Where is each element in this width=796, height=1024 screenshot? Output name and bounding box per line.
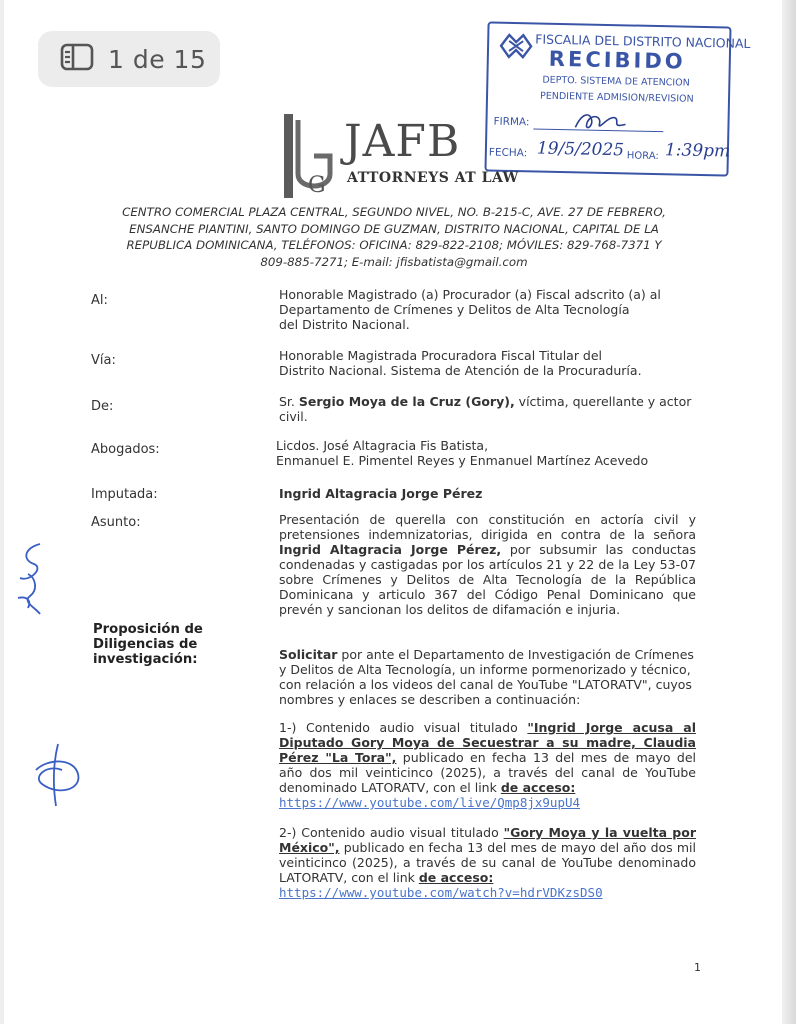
firm-name: JAFB — [344, 116, 461, 167]
abogados-line: Enmanuel E. Pimentel Reyes y Enmanuel Martínez Acevedo — [276, 453, 649, 468]
stamp-dept: DEPTO. SISTEMA DE ATENCION — [542, 74, 690, 89]
via-line: Distrito Nacional. Sistema de Atención de la Procuraduría. — [279, 363, 642, 378]
diligencia-item-1 — [279, 720, 696, 810]
de-line2: civil. — [279, 409, 308, 424]
proposicion-intro — [279, 647, 696, 707]
video-title-2: "Gory Moya y la vuelta por México", — [279, 825, 696, 855]
stamp-hora-label: HORA: — [626, 150, 659, 163]
victim-name: Sergio Moya de la Cruz (Gory), — [298, 394, 515, 409]
stamp-status: PENDIENTE ADMISION/REVISION — [539, 90, 694, 105]
label-via: Vía: — [91, 353, 116, 368]
video-link-1[interactable]: https://www.youtube.com/live/Qmp8jx9upU4 — [279, 795, 581, 810]
value-imputada: Ingrid Altagracia Jorge Pérez — [279, 486, 483, 501]
de-prefix: Sr. — [279, 394, 299, 409]
fiscalia-logo-icon — [497, 29, 536, 64]
page-indicator-label: 1 de 15 — [108, 44, 207, 74]
stamp-date: 19/5/2025 — [536, 138, 625, 161]
address-line: 809-885-7271; E-mail: jfisbatista@gmail.com — [260, 254, 528, 269]
item-prefix: 1-) Contenido audio visual titulado — [279, 720, 528, 735]
label-de: De: — [91, 399, 114, 414]
prop-label-line: Proposición de — [93, 622, 203, 637]
al-line: Honorable Magistrado (a) Procurador (a) Fiscal adscrito (a) al — [279, 287, 661, 302]
value-de — [279, 394, 696, 424]
margin-initials — [28, 740, 88, 810]
prop-label-line: Diligencias de — [93, 637, 198, 652]
solicitar-word: Solicitar — [279, 647, 338, 662]
sidebar-page-icon[interactable] — [60, 43, 94, 75]
diligencia-item-2 — [279, 825, 696, 900]
asunto-part1: Presentación de querella con constitución en actoría civil y pretensiones indemnizatorias, dirigida en contra de la señora — [279, 512, 696, 542]
stamp-time: 1:39pm — [664, 140, 731, 162]
video-title-1: "Ingrid Jorge acusa al Diputado Gory Moya de Secuestrar a su madre, Claudia Pérez "La Tora", — [279, 720, 696, 765]
intro-text: por ante el Departamento de Investigación de Crímenes y Delitos de Alta Tecnología, un informe pormenorizado y técnico, con relación a los videos del canal de YouTube "LATORATV", cuyos nombres y enlaces se describen a continuación: — [279, 647, 694, 707]
margin-signature — [10, 538, 50, 618]
address-line: REPUBLICA DOMINICANA, TELÉFONOS: OFICINA: 829-822-2108; MÓVILES: 829-768-7371 Y — [126, 238, 662, 252]
label-proposicion — [93, 622, 263, 667]
item-prefix: 2-) Contenido audio visual titulado — [279, 825, 504, 840]
label-al: Al: — [91, 293, 108, 308]
de-suffix: víctima, querellante y actor — [514, 394, 692, 409]
firm-address — [98, 204, 690, 270]
firm-tagline: ATTORNEYS AT LAW — [347, 170, 519, 186]
abogados-line: Licdos. José Altagracia Fis Batista, — [276, 438, 489, 453]
value-al — [279, 287, 696, 332]
asunto-part2: por subsumir las conductas condenadas y castigadas por los artículos 21 y 22 de la Ley 53-07 sobre Crímenes y Delitos de Alta Tecnología de la República Dominicana y articulo 367 del Código Penal Dominicano que prevén y sancionan los delitos de difamación e injuria. — [279, 542, 696, 617]
firm-logo-icon — [282, 112, 338, 200]
reception-stamp — [484, 21, 751, 176]
scan-edge-right — [782, 0, 796, 1024]
page-number: 1 — [694, 961, 701, 974]
stamp-title: FISCALIA DEL DISTRITO NACIONAL — [535, 31, 751, 51]
label-imputada: Imputada: — [91, 487, 158, 502]
value-abogados — [276, 438, 693, 468]
address-line: CENTRO COMERCIAL PLAZA CENTRAL, SEGUNDO NIVEL, NO. B-215-C, AVE. 27 DE FEBRERO, — [122, 205, 666, 219]
link-label-1: de acceso: — [500, 780, 576, 795]
address-line: ENSANCHE PIANTINI, SANTO DOMINGO DE GUZMAN, DISTRITO NACIONAL, CAPITAL DE LA — [129, 221, 659, 236]
label-abogados: Abogados: — [91, 442, 160, 457]
page-indicator[interactable] — [38, 31, 220, 87]
stamp-fecha-label: FECHA: — [488, 146, 528, 160]
item-middle: publicado en fecha 13 del mes de mayo del año dos mil veinticinco (2025), a través del canal de YouTube denominado LATORATV, con el link — [279, 750, 696, 795]
al-line: del Distrito Nacional. — [279, 317, 410, 332]
prop-label-line: investigación: — [93, 652, 198, 667]
stamp-firma-label: FIRMA: — [493, 115, 530, 129]
stamp-received: RECIBIDO — [548, 46, 686, 74]
item-middle: publicado en fecha 13 del mes de mayo del año dos mil veinticinco (2025), a través de su canal de YouTube denominado LATORATV, con el link — [279, 840, 696, 885]
svg-text:G: G — [308, 173, 326, 198]
al-line: Departamento de Crímenes y Delitos de Alta Tecnología — [279, 302, 630, 317]
scan-edge-left — [0, 0, 4, 1024]
value-asunto — [279, 512, 696, 617]
via-line: Honorable Magistrada Procuradora Fiscal Titular del — [279, 348, 603, 363]
link-label-2: de acceso: — [418, 870, 494, 885]
stamp-signature — [571, 109, 632, 136]
video-link-2[interactable]: https://www.youtube.com/watch?v=hdrVDKzsDS0 — [279, 885, 603, 900]
value-via — [279, 348, 696, 378]
asunto-name: Ingrid Altagracia Jorge Pérez, — [279, 542, 502, 557]
label-asunto: Asunto: — [91, 515, 141, 530]
